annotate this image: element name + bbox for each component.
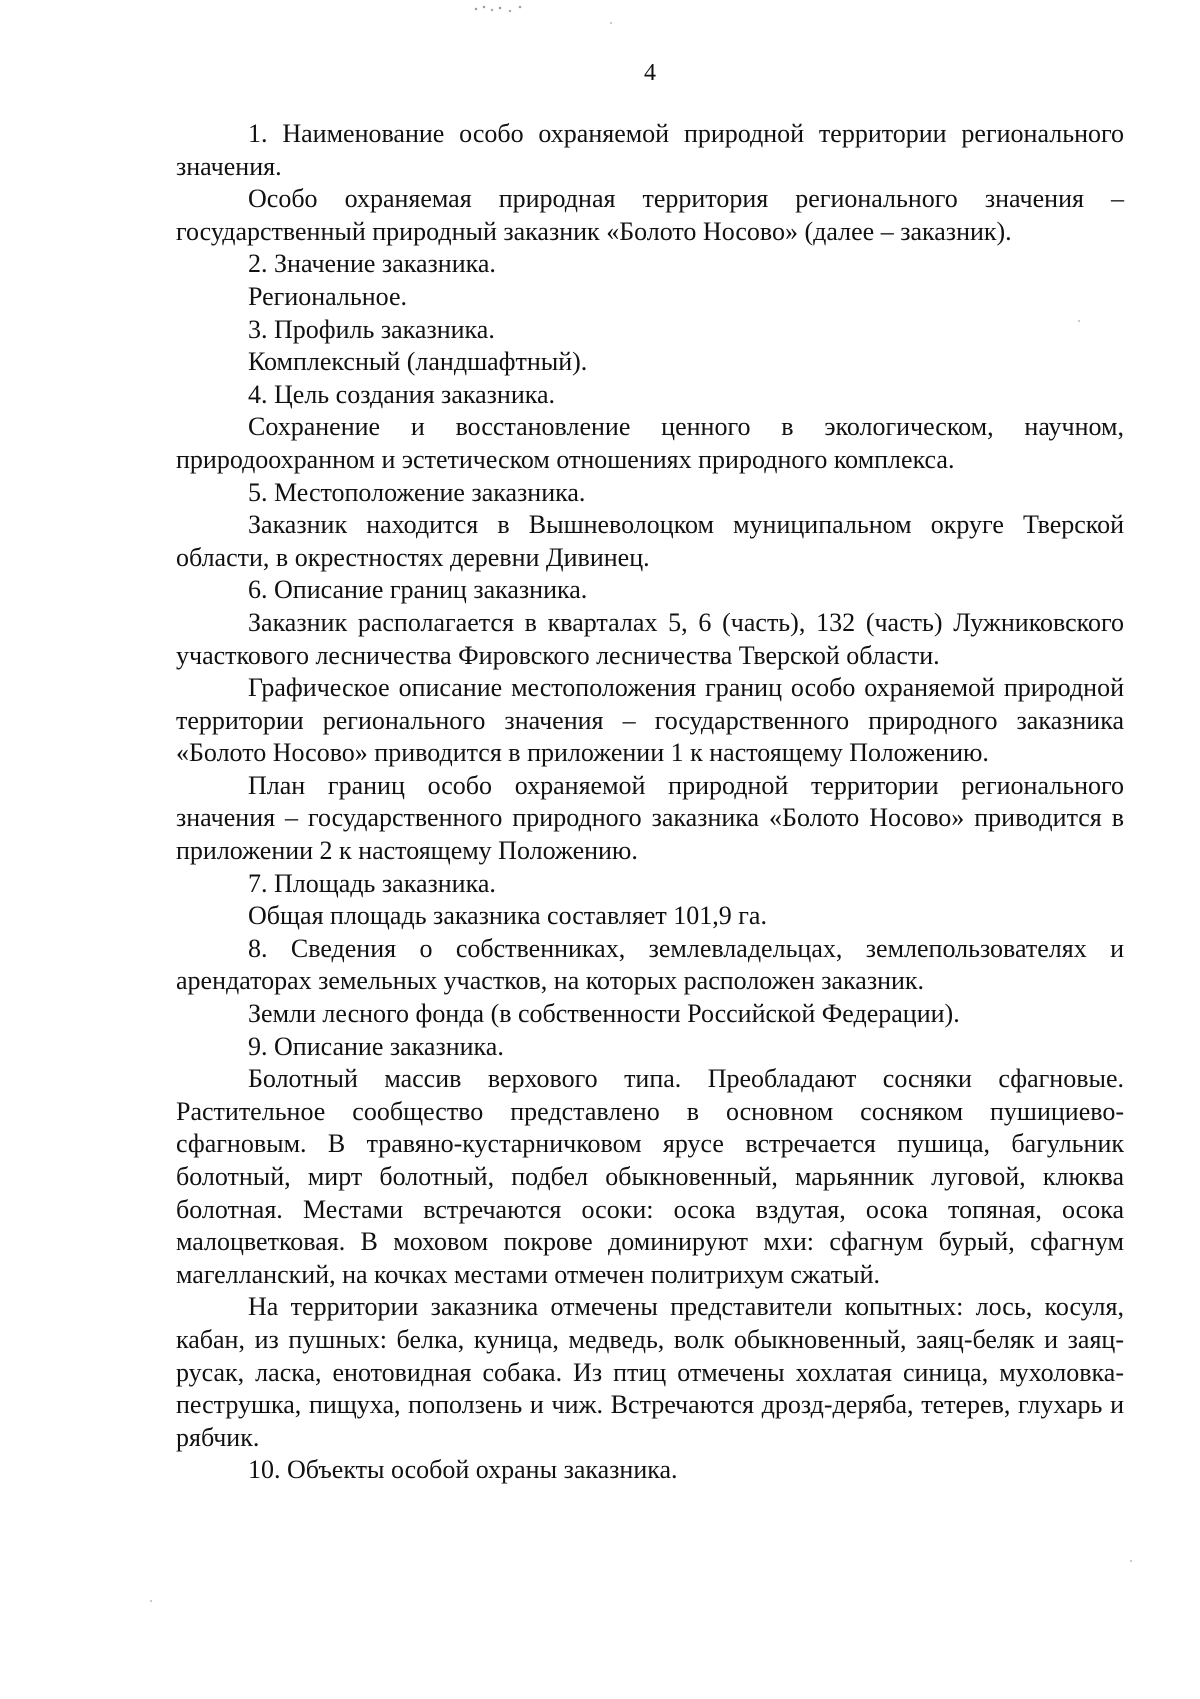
paragraph: Сохранение и восстановление ценного в экологическом, научном, природоохранном и эстетическом отношениях природного комплекса. (176, 412, 1124, 474)
document-body (176, 118, 1124, 1487)
scan-speck (1078, 320, 1080, 322)
scan-speck (150, 1600, 152, 1602)
page-number: 4 (644, 60, 656, 86)
section-heading: 5. Местоположение заказника. (248, 477, 586, 507)
paragraph: План границ особо охраняемой природной территории регионального значения – государственного природного заказника «Болото Носово» приводится в приложении 2 к настоящему Положению. (176, 770, 1124, 866)
section-heading: 3. Профиль заказника. (248, 314, 495, 344)
paragraph: На территории заказника отмечены представители копытных: лось, косуля, кабан, из пушных: белка, куница, медведь, волк обыкновенный, заяц-беляк и заяц-русак, ласка, енотовидная собака. Из птиц отмечены хохлатая синица, мухоловка-пеструшка, пищуха, поползень и чиж. Встречаются дрозд-деряба, тетерев, глухарь и рябчик. (176, 1292, 1124, 1452)
paragraph: Особо охраняемая природная территория регионального значения – государственный природный заказник «Болото Носово» (далее – заказник). (176, 184, 1124, 246)
paragraph: 1. Наименование особо охраняемой природной территории регионального значения. (176, 119, 1124, 181)
section-heading: 6. Описание границ заказника. (248, 575, 588, 605)
paragraph: Заказник располагается в кварталах 5, 6 (часть), 132 (часть) Лужниковского участкового лесничества Фировского лесничества Тверской области. (176, 607, 1124, 670)
scan-speck (1130, 1560, 1132, 1562)
paragraph: Земли лесного фонда (в собственности Российской Федерации). (248, 999, 960, 1029)
section-heading: 9. Описание заказника. (248, 1031, 504, 1061)
paragraph: Комплексный (ландшафтный). (248, 347, 588, 377)
section-heading: 7. Площадь заказника. (248, 868, 496, 898)
paragraph: Болотный массив верхового типа. Преобладают сосняки сфагновые. Растительное сообщество представлено в основном сосняком пушициево-сфагновым. В травяно-кустарничковом ярусе встречается пушица, багульник болотный, мирт болотный, подбел обыкновенный, марьянник луговой, клюква болотная. Местами встречаются осоки: осока вздутая, осока топяная, осока малоцветковая. В моховом покрове доминируют мхи: сфагнум бурый, сфагнум магелланский, на кочках местами отмечен политрихум сжатый. (176, 1064, 1124, 1289)
section-heading: 2. Значение заказника. (248, 249, 496, 279)
scan-speck (610, 22, 612, 24)
paragraph: Региональное. (248, 281, 408, 311)
paragraph: Заказник находится в Вышневолоцком муниципальном округе Тверской области, в окрестностях деревни Дивинец. (176, 510, 1124, 572)
section-heading: 8. Сведения о собственниках, землевладельцах, землепользователях и арендаторах земельных участков, на которых расположен заказник. (176, 933, 1124, 996)
paragraph: Общая площадь заказника составляет 101,9 га. (248, 901, 767, 931)
section-heading: 4. Цель создания заказника. (248, 379, 556, 409)
section-heading: 10. Объекты особой охраны заказника. (248, 1455, 678, 1485)
scan-artifact (470, 4, 530, 14)
paragraph: Графическое описание местоположения границ особо охраняемой природной территории регионального значения – государственного природного заказника «Болото Носово» приводится в приложении 1 к настоящему Положению. (176, 673, 1124, 768)
